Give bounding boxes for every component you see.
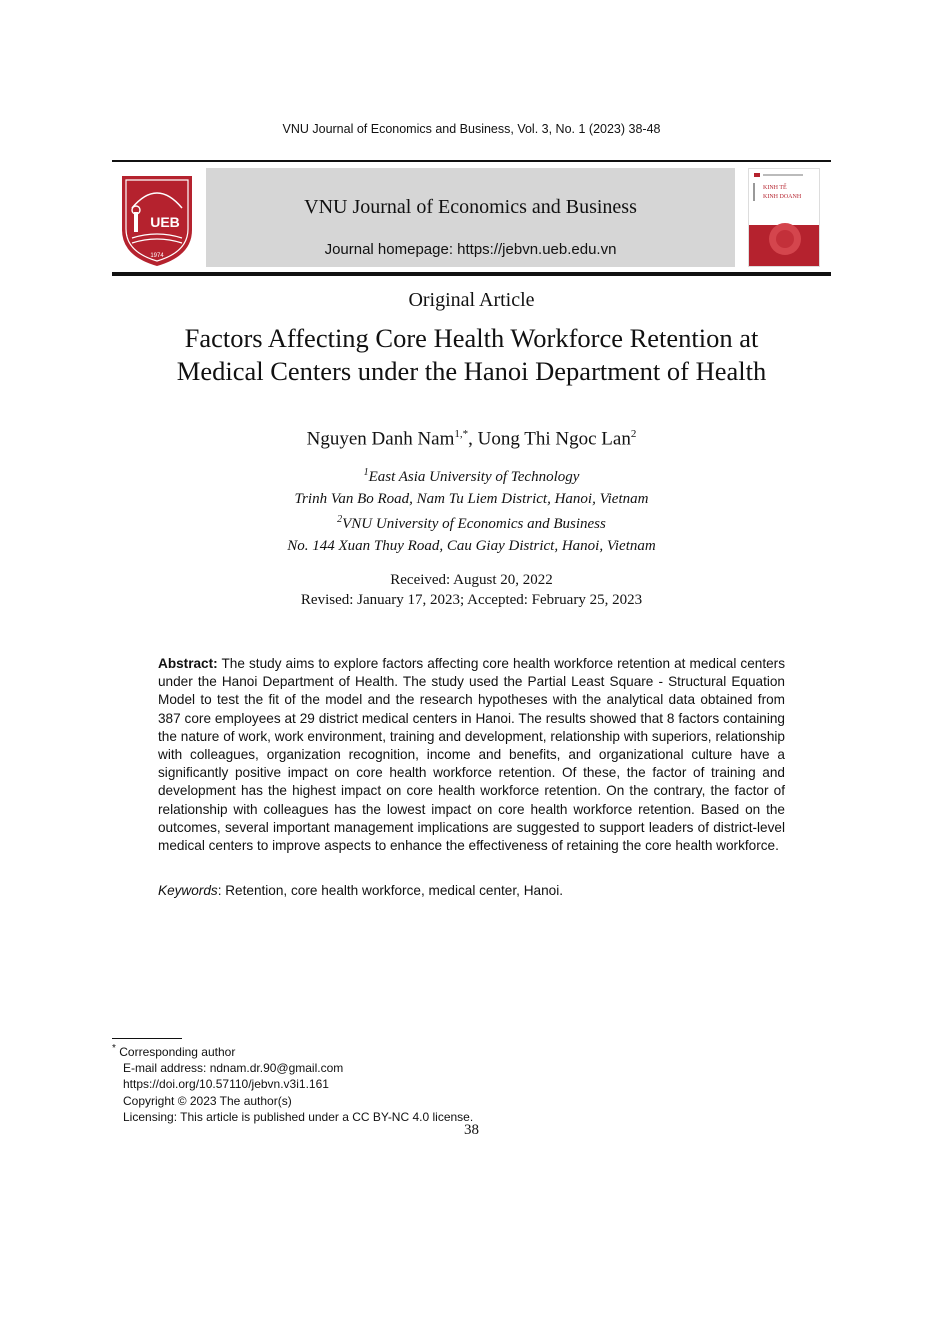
logo-text: UEB [150, 214, 180, 230]
footnote-email[interactable]: E-mail address: ndnam.dr.90@gmail.com [123, 1061, 344, 1076]
abstract [158, 655, 785, 855]
title-line-2: Medical Centers under the Hanoi Department of Health [176, 356, 767, 386]
article-type: Original Article [408, 289, 535, 311]
journal-banner [206, 168, 735, 267]
footnotes [112, 1041, 612, 1125]
author-2-sup: 2 [630, 428, 637, 440]
journal-name: VNU Journal of Economics and Business [304, 196, 637, 218]
abstract-text: The study aims to explore factors affecting core health workforce retention at medical centers under the Hanoi Department of Health. The study used the Partial Least Square - Structural Equation Model to test the fit of the model and the research hypotheses with the analytical data obtained from 387 core employees at 29 district medical centers in Hanoi. The results showed that 8 factors containing the nature of work, work environment, training and development, relationship with superiors, relationship with colleagues, organization recognition, income and benefits, and organizational culture have a significantly positive impact on core health workforce retention. Of these, the factor of training and development has the highest impact on core health workforce retention. On the contrary, the factor of relationship with colleagues has the lowest impact on core health workforce retention. Based on the outcomes, several important management implications are suggested to support leaders of district-level medical centers to improve aspects to enhance the effectiveness of retaining the core health workforce. [158, 656, 785, 854]
author-list [0, 428, 943, 450]
footnote-rule [112, 1038, 182, 1039]
author-1: Nguyen Danh Nam [306, 428, 455, 450]
ueb-logo [118, 172, 196, 268]
keywords-text: : Retention, core health workforce, medical center, Hanoi. [217, 883, 563, 898]
received-date: Received: August 20, 2022 [390, 572, 553, 588]
footnote-doi-link[interactable]: https://doi.org/10.57110/jebvn.v3i1.161 [123, 1077, 329, 1092]
affiliation-2-address-text: No. 144 Xuan Thuy Road, Cau Giay District, Hanoi, Vietnam [287, 538, 656, 554]
logo-year: 1974 [150, 253, 164, 259]
affiliation-2 [0, 514, 943, 533]
affiliation-1-address-text: Trinh Van Bo Road, Nam Tu Liem District, Hanoi, Vietnam [294, 491, 649, 507]
affiliation-2-text: VNU University of Economics and Business [342, 516, 606, 532]
author-separator: , [468, 428, 478, 450]
revised-accepted-date: Revised: January 17, 2023; Accepted: February 25, 2023 [300, 592, 643, 608]
cover-image [749, 169, 819, 266]
article-title [100, 322, 843, 388]
journal-cover-thumbnail [748, 168, 820, 267]
affiliation-2-address [0, 538, 943, 555]
footnote-mark: * [112, 1043, 116, 1054]
page-number: 38 [464, 1122, 479, 1138]
footnote-licensing: Licensing: This article is published under a CC BY-NC 4.0 license. [123, 1109, 474, 1124]
affiliation-2-sup: 2 [337, 514, 343, 525]
keywords [158, 883, 785, 898]
affiliation-1-sup: 1 [363, 467, 369, 478]
author-1-sup: 1,* [454, 428, 469, 440]
title-line-1: Factors Affecting Core Health Workforce Retention at [184, 323, 759, 353]
cover-title-1: KINH TẾ [763, 185, 787, 191]
affiliation-1-address [0, 491, 943, 508]
footnote-corresponding-text: Corresponding author [119, 1045, 236, 1059]
author-2: Uong Thi Ngoc Lan [477, 428, 631, 450]
running-head: VNU Journal of Economics and Business, Vol. 3, No. 1 (2023) 38-48 [282, 122, 661, 136]
footnote-copyright: Copyright © 2023 The author(s) [123, 1093, 292, 1108]
affiliation-1-text: East Asia University of Technology [368, 469, 580, 485]
header-rule-bottom [112, 272, 831, 276]
cover-title-2: KINH DOANH [763, 194, 802, 200]
abstract-label: Abstract: [158, 656, 218, 671]
journal-homepage-link[interactable]: Journal homepage: https://jebvn.ueb.edu.vn [324, 241, 617, 258]
footnote-corresponding [112, 1041, 612, 1060]
keywords-label: Keywords [158, 883, 218, 898]
header-rule-top [112, 160, 831, 162]
affiliation-1 [0, 467, 943, 486]
